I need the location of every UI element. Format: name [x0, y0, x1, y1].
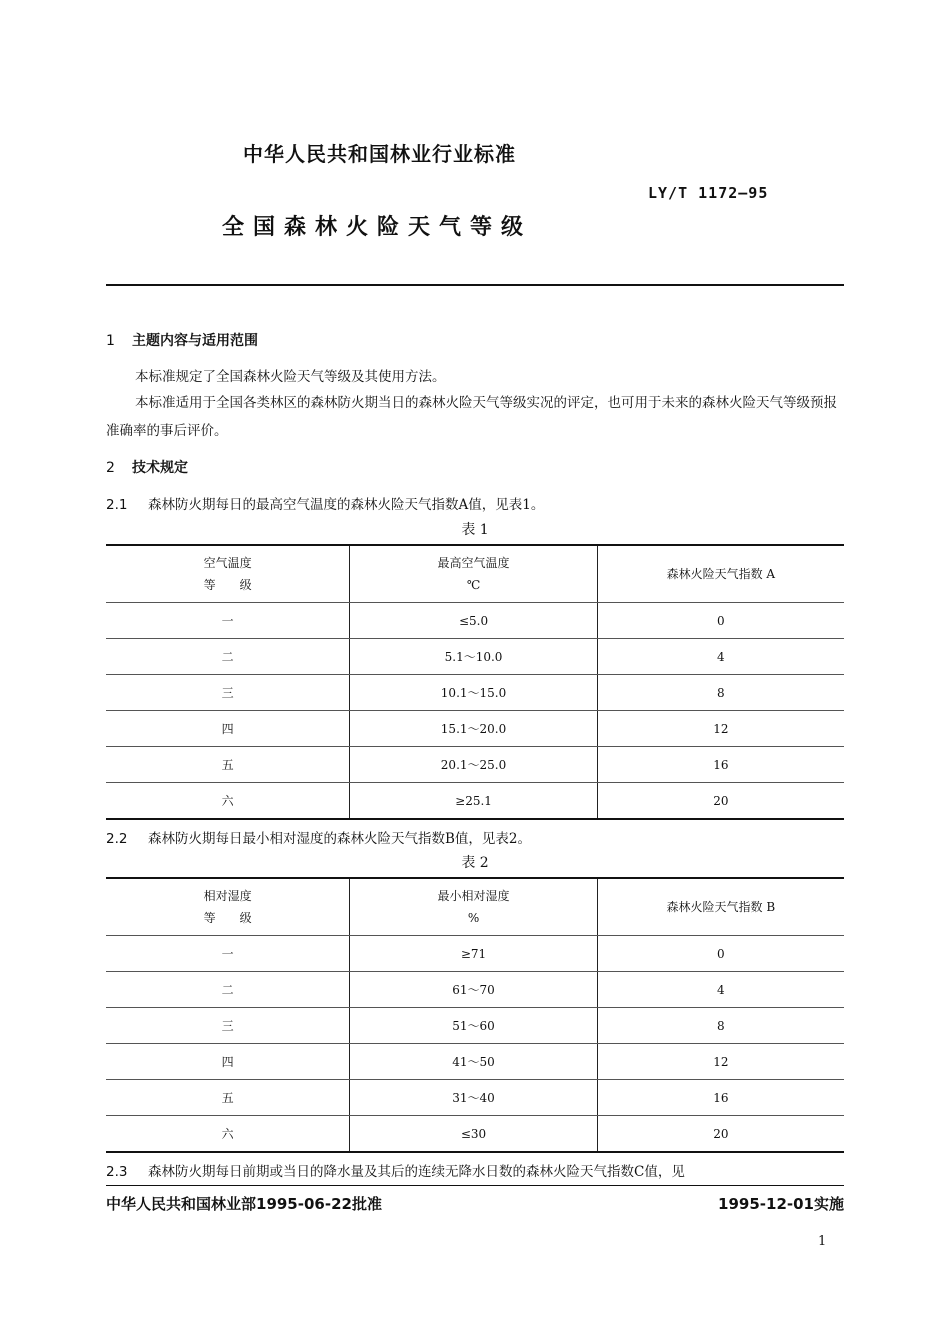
table-cell: 5.1～10.0 [350, 639, 597, 675]
table-cell: 20.1～25.0 [350, 747, 597, 783]
header-text: 最小相对湿度 % [437, 889, 510, 925]
table-cell: 4 [597, 972, 844, 1008]
table-cell: 0 [597, 936, 844, 972]
table-row [106, 603, 844, 639]
section-number: 1 [106, 333, 115, 349]
table-row [106, 1008, 844, 1044]
paragraph-text: 本标准规定了全国森林火险天气等级及其使用方法。 [135, 369, 446, 385]
table-cell: 三 [106, 1008, 350, 1044]
table-row [106, 675, 844, 711]
table-header-cell [597, 878, 844, 936]
table-header-cell [350, 545, 597, 603]
table-cell: 20 [597, 1116, 844, 1153]
clause-text: 森林防火期每日的最高空气温度的森林火险天气指数A值，见表1。 [148, 497, 545, 513]
section-title: 主题内容与适用范围 [132, 333, 258, 349]
table-cell: 五 [106, 1080, 350, 1116]
table-cell: 4 [597, 639, 844, 675]
table-header-cell [597, 545, 844, 603]
table-cell: ≤5.0 [350, 603, 597, 639]
table-row [106, 972, 844, 1008]
table-cell: 六 [106, 783, 350, 820]
table-cell: 12 [597, 1044, 844, 1080]
page-number: 1 [818, 1234, 827, 1249]
clause-number: 2.1 [106, 497, 128, 513]
section-1-paragraph-1 [106, 363, 844, 391]
table-header-row [106, 878, 844, 936]
table-1-caption: 表 1 [461, 522, 489, 538]
document-title: 全国森林火险天气等级 [222, 215, 533, 240]
table-cell: 12 [597, 711, 844, 747]
table-row [106, 639, 844, 675]
clause-2-2 [106, 827, 531, 847]
clause-text: 森林防火期每日前期或当日的降水量及其后的连续无降水日数的森林火险天气指数C值，见 [148, 1164, 685, 1180]
table-cell: 8 [597, 675, 844, 711]
header-divider [106, 284, 844, 286]
table-cell: 15.1～20.0 [350, 711, 597, 747]
section-2-heading [106, 457, 188, 477]
table-row [106, 1116, 844, 1153]
table-1 [106, 544, 844, 820]
table-2-caption: 表 2 [461, 855, 489, 871]
header-text: 森林火险天气指数 A [666, 567, 776, 581]
table-cell: 31～40 [350, 1080, 597, 1116]
table-2 [106, 877, 844, 1153]
table-cell: 二 [106, 639, 350, 675]
table-cell: 51～60 [350, 1008, 597, 1044]
standard-code: LY/T 1172—95 [648, 184, 769, 202]
approval-line: 中华人民共和国林业部1995-06-22批准 [106, 1195, 382, 1213]
clause-2-1 [106, 493, 544, 513]
table-cell: 61～70 [350, 972, 597, 1008]
table-cell: 16 [597, 1080, 844, 1116]
header-text: 最高空气温度 ℃ [437, 556, 510, 592]
table-cell: 10.1～15.0 [350, 675, 597, 711]
table-cell: 一 [106, 936, 350, 972]
table-cell: 三 [106, 675, 350, 711]
table-header-cell [350, 878, 597, 936]
table-cell: 五 [106, 747, 350, 783]
footer-divider [106, 1185, 844, 1186]
table-header-row [106, 545, 844, 603]
issuing-authority-title: 中华人民共和国林业行业标准 [243, 142, 516, 166]
table-cell: 四 [106, 711, 350, 747]
clause-2-3 [106, 1160, 685, 1180]
table-cell: ≤30 [350, 1116, 597, 1153]
table-cell: 8 [597, 1008, 844, 1044]
effective-date: 1995-12-01实施 [718, 1195, 844, 1213]
table-cell: 六 [106, 1116, 350, 1153]
section-1-paragraph-2 [106, 389, 844, 445]
table-header-cell [106, 878, 350, 936]
paragraph-text: 本标准适用于全国各类林区的森林防火期当日的森林火险天气等级实况的评定，也可用于未来的森林火险天气等级预报准确率的事后评价。 [106, 395, 837, 439]
table-cell: 20 [597, 783, 844, 820]
table-row [106, 936, 844, 972]
header-text: 森林火险天气指数 B [666, 900, 776, 914]
clause-text: 森林防火期每日最小相对湿度的森林火险天气指数B值，见表2。 [148, 831, 532, 847]
section-1-heading [106, 330, 258, 350]
table-cell: ≥25.1 [350, 783, 597, 820]
clause-number: 2.3 [106, 1164, 128, 1180]
table-cell: 二 [106, 972, 350, 1008]
table-cell: 0 [597, 603, 844, 639]
table-cell: 四 [106, 1044, 350, 1080]
section-title: 技术规定 [132, 460, 188, 476]
table-cell: 41～50 [350, 1044, 597, 1080]
header-text: 空气温度 等 级 [203, 556, 252, 592]
table-header-cell [106, 545, 350, 603]
clause-number: 2.2 [106, 831, 128, 847]
table-row [106, 711, 844, 747]
table-row [106, 1080, 844, 1116]
section-number: 2 [106, 460, 115, 476]
header-text: 相对湿度 等 级 [203, 889, 252, 925]
table-cell: ≥71 [350, 936, 597, 972]
table-cell: 一 [106, 603, 350, 639]
table-cell: 16 [597, 747, 844, 783]
table-row [106, 1044, 844, 1080]
table-row [106, 747, 844, 783]
table-row [106, 783, 844, 820]
